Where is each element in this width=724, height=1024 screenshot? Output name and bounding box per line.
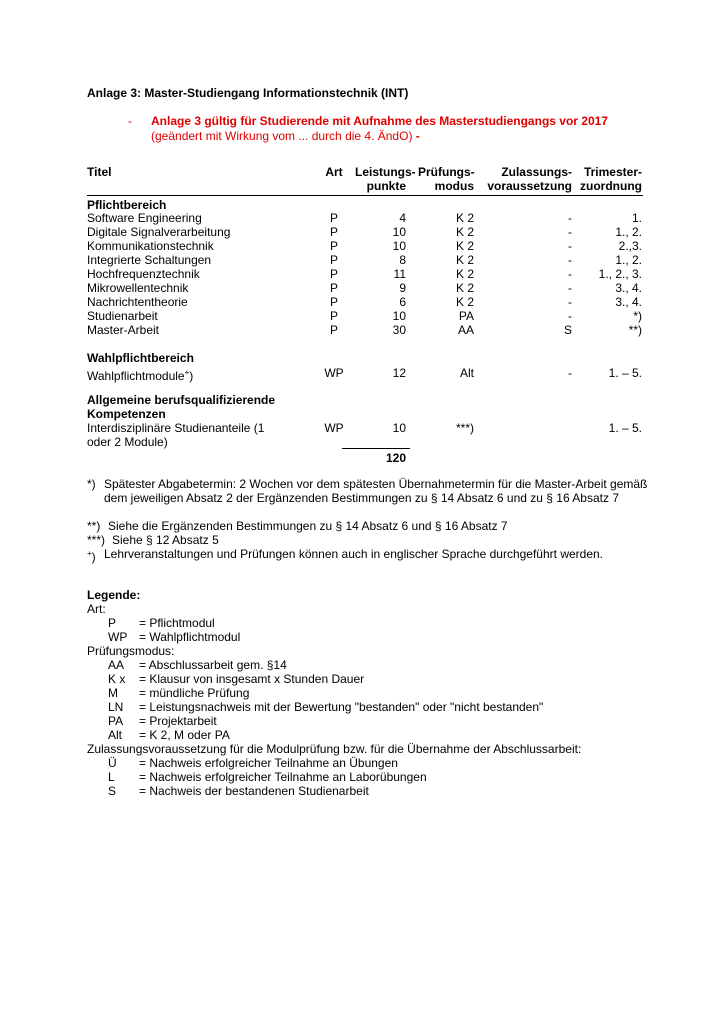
legend-code: LN bbox=[108, 700, 124, 714]
legend-description: = Nachweis der bestandenen Studienarbeit bbox=[139, 784, 369, 798]
row-pm: K 2 bbox=[455, 253, 474, 267]
row-art: P bbox=[329, 267, 338, 281]
row-title: Mikrowellentechnik bbox=[87, 281, 189, 295]
row-pm: K 2 bbox=[455, 211, 474, 225]
row-art: P bbox=[329, 225, 338, 239]
row-tz: 1. – 5. bbox=[608, 421, 642, 435]
row-title: Nachrichtentheorie bbox=[87, 295, 188, 309]
legend-code: PA bbox=[108, 714, 124, 728]
legend-code: Alt bbox=[108, 728, 123, 742]
row-title-2: oder 2 Module) bbox=[87, 435, 168, 449]
row-lp: 10 bbox=[392, 309, 406, 323]
section-allgemein-1: Allgemeine berufsqualifizierende bbox=[87, 393, 276, 407]
legend-code: L bbox=[108, 770, 115, 784]
footnote-text: Lehrveranstaltungen und Prüfungen können auch in englischer Sprache durchgeführt werden. bbox=[104, 547, 604, 561]
total-points: 120 bbox=[385, 451, 406, 465]
row-pm: Alt bbox=[459, 366, 474, 380]
row-art: WP bbox=[324, 366, 344, 380]
row-title: Master-Arbeit bbox=[87, 323, 160, 337]
row-lp: 9 bbox=[399, 281, 406, 295]
legend-description: = Pflichtmodul bbox=[139, 616, 215, 630]
row-lp: 10 bbox=[392, 225, 406, 239]
legend-description: = Leistungsnachweis mit der Bewertung "bestanden" oder "nicht bestanden" bbox=[139, 700, 544, 714]
row-tz: 3., 4. bbox=[615, 295, 642, 309]
header-title: Titel bbox=[87, 165, 112, 179]
legend-description: = Abschlussarbeit gem. §14 bbox=[139, 658, 287, 672]
row-tz: 1. bbox=[631, 211, 642, 225]
section-pflicht: Pflichtbereich bbox=[87, 198, 167, 212]
footnote-marker-end: ) bbox=[91, 550, 96, 564]
notice-line-1: Anlage 3 gültig für Studierende mit Aufnahme des Masterstudiengangs vor 2017 bbox=[151, 114, 608, 128]
notice-dash: - bbox=[128, 114, 132, 128]
row-tz: 1., 2. bbox=[615, 225, 642, 239]
page-heading: Anlage 3: Master-Studiengang Informationstechnik (INT) bbox=[87, 86, 409, 100]
row-title-text: Wahlpflichtmodule bbox=[87, 369, 185, 383]
legend-code: K x bbox=[108, 672, 126, 686]
footnote-text: Siehe die Ergänzenden Bestimmungen zu § 14 Absatz 6 und § 16 Absatz 7 bbox=[108, 519, 508, 533]
row-lp: 12 bbox=[392, 366, 406, 380]
row-pm: PA bbox=[458, 309, 474, 323]
row-lp: 8 bbox=[399, 253, 406, 267]
header-tz-1: Trimester- bbox=[583, 165, 642, 179]
row-art: P bbox=[329, 211, 338, 225]
header-pm-2: modus bbox=[434, 179, 474, 193]
row-art: P bbox=[329, 281, 338, 295]
header-zv-2: voraussetzung bbox=[487, 179, 572, 193]
legend-description: = Nachweis erfolgreicher Teilnahme an Laborübungen bbox=[139, 770, 427, 784]
row-zv: - bbox=[568, 281, 572, 295]
legend-code: WP bbox=[108, 630, 128, 644]
row-title-sup: + bbox=[184, 368, 190, 377]
header-lp-1: Leistungs- bbox=[355, 165, 416, 179]
legend-zv-label: Zulassungsvoraussetzung für die Modulprüfung bzw. für die Übernahme der Abschlussarbeit: bbox=[87, 742, 582, 756]
row-pm: K 2 bbox=[455, 239, 474, 253]
row-pm: ***) bbox=[455, 421, 474, 435]
footnote-marker: ***) bbox=[87, 533, 106, 547]
row-title: Integrierte Schaltungen bbox=[87, 253, 212, 267]
section-allgemein-2: Kompetenzen bbox=[87, 407, 166, 421]
row-pm: K 2 bbox=[455, 225, 474, 239]
row-zv: - bbox=[568, 267, 572, 281]
footnote-text: Spätester Abgabetermin: 2 Wochen vor dem spätesten Übernahmetermin für die Master-Arbeit gemäß dem jeweiligen Absatz 2 der Ergänzenden Bestimmungen zu § 14 Absatz 6 und zu § 16 Absatz 7 bbox=[104, 477, 648, 505]
row-lp: 30 bbox=[392, 323, 406, 337]
row-tz: 1. – 5. bbox=[608, 366, 642, 380]
row-title: Kommunikationstechnik bbox=[87, 239, 214, 253]
legend-code: Ü bbox=[108, 756, 117, 770]
row-art: P bbox=[329, 253, 338, 267]
legend-description: = K 2, M oder PA bbox=[139, 728, 230, 742]
legend-description: = Projektarbeit bbox=[139, 714, 217, 728]
row-art: P bbox=[329, 309, 338, 323]
row-pm: K 2 bbox=[455, 281, 474, 295]
row-pm: K 2 bbox=[455, 295, 474, 309]
legend-code: AA bbox=[108, 658, 125, 672]
notice-line-2 bbox=[151, 129, 420, 144]
legend-code: M bbox=[108, 686, 118, 700]
section-wahlpflicht: Wahlpflichtbereich bbox=[87, 351, 194, 365]
notice-line-2-text: (geändert mit Wirkung vom ... durch die 4. ÄndO) bbox=[151, 129, 413, 143]
row-art: P bbox=[329, 323, 338, 337]
legend-description: = Wahlpflichtmodul bbox=[139, 630, 241, 644]
row-title-1: Interdisziplinäre Studienanteile (1 bbox=[87, 421, 265, 435]
row-zv: - bbox=[568, 225, 572, 239]
header-pm-1: Prüfungs- bbox=[418, 165, 475, 179]
legend-description: = Klausur von insgesamt x Stunden Dauer bbox=[139, 672, 365, 686]
row-lp: 4 bbox=[399, 211, 406, 225]
legend-art-label: Art: bbox=[87, 602, 106, 616]
legend-code: S bbox=[108, 784, 117, 798]
footnote-marker-sup: + bbox=[87, 549, 92, 558]
row-title-end: ) bbox=[189, 369, 194, 383]
notice-line-2-end: - bbox=[415, 129, 420, 143]
row-lp: 6 bbox=[399, 295, 406, 309]
row-zv: - bbox=[568, 253, 572, 267]
row-zv: S bbox=[563, 323, 572, 337]
legend-code: P bbox=[108, 616, 117, 630]
row-zv: - bbox=[568, 239, 572, 253]
header-art: Art bbox=[325, 165, 343, 179]
header-zv-1: Zulassungs- bbox=[501, 165, 572, 179]
row-zv: - bbox=[568, 309, 572, 323]
row-tz: 3., 4. bbox=[615, 281, 642, 295]
row-art: WP bbox=[324, 421, 344, 435]
row-zv: - bbox=[568, 366, 572, 380]
total-rule bbox=[342, 448, 410, 449]
legend-description: = mündliche Prüfung bbox=[139, 686, 250, 700]
footnote-marker: **) bbox=[87, 519, 101, 533]
footnote-marker bbox=[87, 547, 96, 564]
row-zv: - bbox=[568, 295, 572, 309]
legend-pm-label: Prüfungsmodus: bbox=[87, 644, 175, 658]
header-rule bbox=[87, 195, 643, 196]
row-tz: 2.,3. bbox=[618, 239, 642, 253]
legend-description: = Nachweis erfolgreicher Teilnahme an Übungen bbox=[139, 756, 398, 770]
header-tz-2: zuordnung bbox=[580, 179, 642, 193]
header-lp-2: punkte bbox=[366, 179, 406, 193]
row-title: Studienarbeit bbox=[87, 309, 158, 323]
row-lp: 10 bbox=[392, 421, 406, 435]
row-tz: 1., 2. bbox=[615, 253, 642, 267]
row-art: P bbox=[329, 239, 338, 253]
row-title bbox=[87, 366, 193, 383]
row-zv: - bbox=[568, 211, 572, 225]
row-lp: 10 bbox=[392, 239, 406, 253]
footnote-marker: *) bbox=[87, 477, 96, 491]
row-title: Digitale Signalverarbeitung bbox=[87, 225, 231, 239]
row-pm: AA bbox=[457, 323, 474, 337]
row-tz: 1., 2., 3. bbox=[598, 267, 642, 281]
row-lp: 11 bbox=[393, 267, 406, 281]
row-art: P bbox=[329, 295, 338, 309]
row-title: Software Engineering bbox=[87, 211, 202, 225]
row-tz: **) bbox=[628, 323, 642, 337]
legend-title: Legende: bbox=[87, 588, 141, 602]
footnote-text: Siehe § 12 Absatz 5 bbox=[112, 533, 219, 547]
row-tz: *) bbox=[633, 309, 642, 323]
row-title: Hochfrequenztechnik bbox=[87, 267, 200, 281]
row-pm: K 2 bbox=[455, 267, 474, 281]
